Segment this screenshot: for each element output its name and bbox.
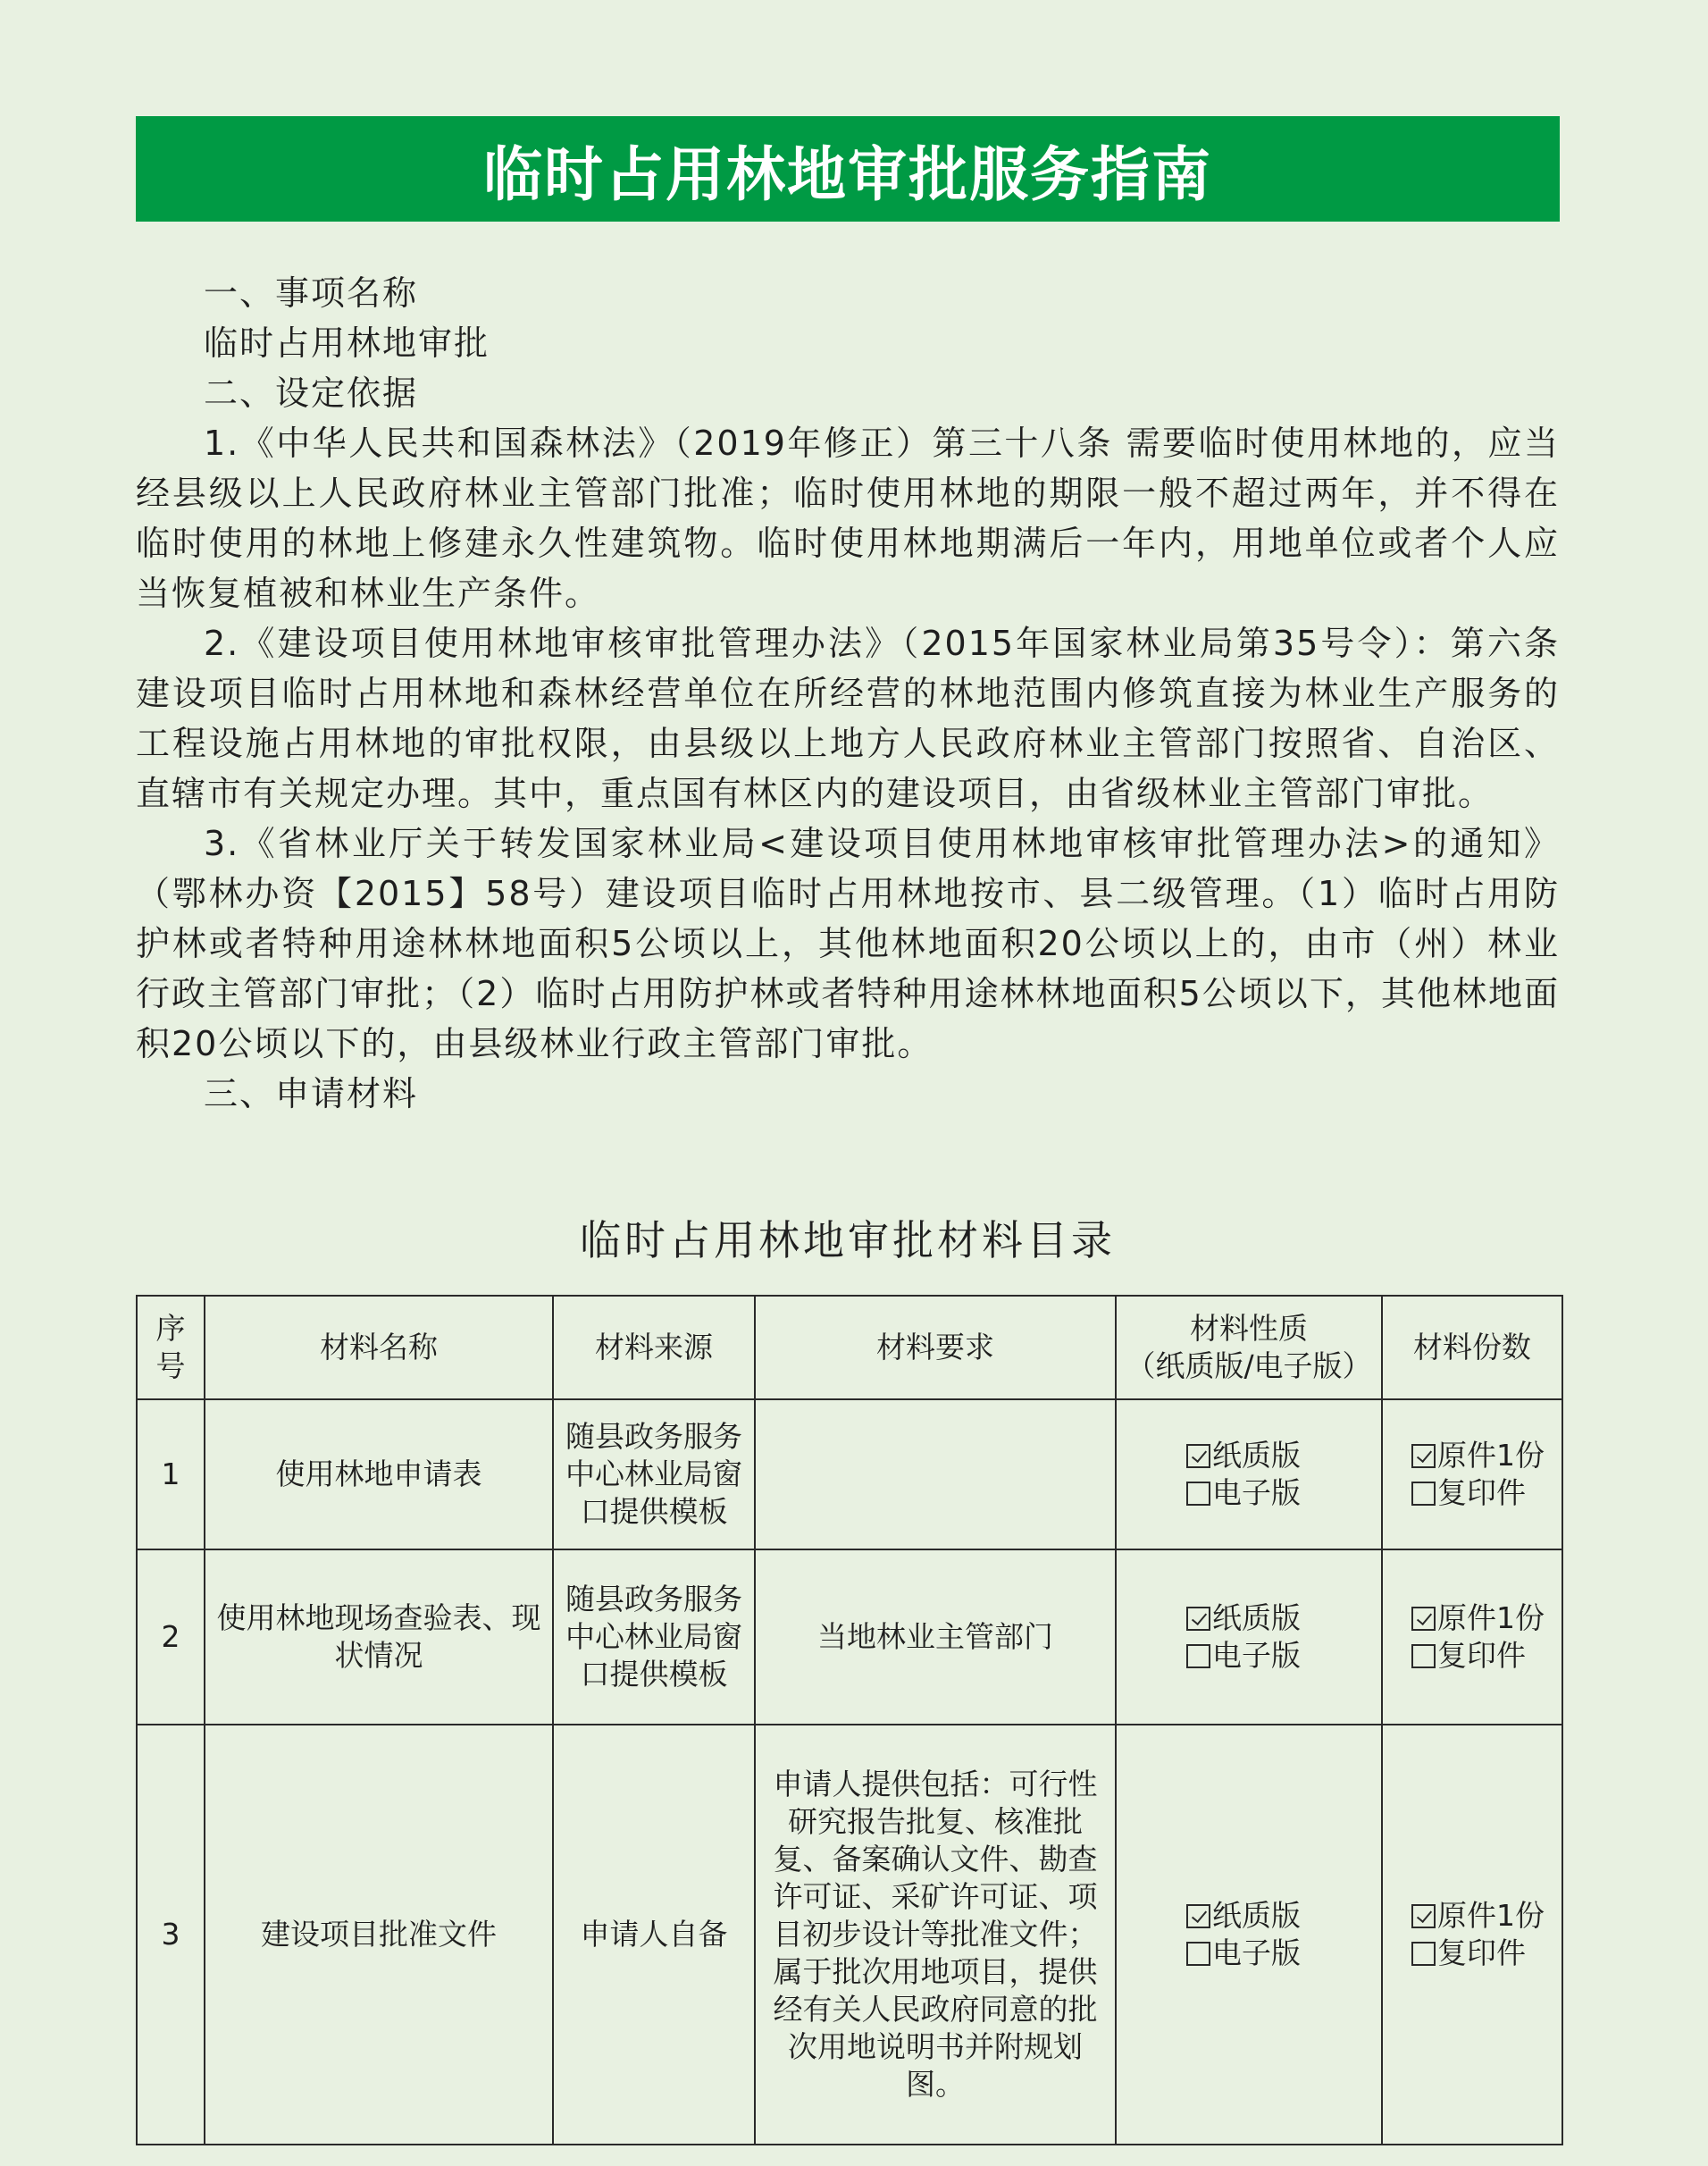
row-seq: 1 <box>137 1399 205 1549</box>
row-material-name: 使用林地现场查验表、现状情况 <box>205 1549 553 1725</box>
guide-body <box>136 268 1560 1119</box>
row-copies <box>1382 1549 1562 1725</box>
materials-table-title: 临时占用林地审批材料目录 <box>580 1216 1116 1264</box>
header-seq <box>137 1296 205 1399</box>
checkbox-checked-icon <box>1411 1904 1436 1928</box>
section-heading-item-name: 一、事项名称 <box>204 273 419 313</box>
checkbox-empty-icon <box>1186 1482 1210 1506</box>
header-source: 材料来源 <box>553 1296 755 1399</box>
row-copies <box>1382 1399 1562 1549</box>
electronic-label: 电子版 <box>1212 1638 1301 1673</box>
row-nature <box>1116 1399 1382 1549</box>
paper-label: 纸质版 <box>1212 1898 1301 1933</box>
title-banner <box>136 116 1560 222</box>
electronic-label: 电子版 <box>1212 1935 1301 1970</box>
row-seq: 3 <box>137 1725 205 2145</box>
legal-basis-3: 3.《省林业厅关于转发国家林业局<建设项目使用林地审核审批管理办法>的通知》（鄂林办资【2015】58号）建设项目临时占用林地按市、县二级管理。（1）临时占用防护林或者特种用途林林地面积5公顷以上，其他林地面积20公顷以上的，由市（州）林业行政主管部门审批；（2）临时占用防护林或者特种用途林林地面积5公顷以下，其他林地面积20公顷以下的，由县级林业行政主管部门审批。 <box>136 824 1560 1063</box>
electronic-label: 电子版 <box>1212 1475 1301 1510</box>
checkbox-checked-icon <box>1186 1444 1210 1468</box>
row-source: 随县政务服务中心林业局窗口提供模板 <box>553 1399 755 1549</box>
row-requirement: 当地林业主管部门 <box>755 1549 1116 1725</box>
original-option <box>1411 1437 1556 1474</box>
header-nature <box>1116 1296 1382 1399</box>
copy-label: 复印件 <box>1437 1475 1526 1510</box>
checkbox-checked-icon <box>1186 1607 1210 1631</box>
electronic-option <box>1186 1637 1376 1675</box>
checkbox-empty-icon <box>1186 1942 1210 1966</box>
header-name: 材料名称 <box>205 1296 553 1399</box>
paper-option <box>1186 1437 1376 1474</box>
checkbox-checked-icon <box>1411 1444 1436 1468</box>
header-nature-line2: （纸质版/电子版） <box>1126 1348 1372 1383</box>
row-seq: 2 <box>137 1549 205 1725</box>
original-option <box>1411 1897 1556 1935</box>
checkbox-empty-icon <box>1411 1644 1436 1668</box>
header-nature-line1: 材料性质 <box>1190 1311 1308 1346</box>
checkbox-checked-icon <box>1411 1607 1436 1631</box>
table-row <box>137 1399 1562 1549</box>
paper-option <box>1186 1897 1376 1935</box>
checkbox-empty-icon <box>1411 1942 1436 1966</box>
electronic-option <box>1186 1474 1376 1512</box>
header-seq-label: 序号 <box>155 1311 186 1383</box>
row-requirement <box>755 1399 1116 1549</box>
row-source: 申请人自备 <box>553 1725 755 2145</box>
table-header-row <box>137 1296 1562 1399</box>
checkbox-empty-icon <box>1411 1482 1436 1506</box>
row-copies <box>1382 1725 1562 2145</box>
copy-option <box>1411 1474 1556 1512</box>
checkbox-empty-icon <box>1186 1644 1210 1668</box>
header-requirement: 材料要求 <box>755 1296 1116 1399</box>
legal-basis-2: 2.《建设项目使用林地审核审批管理办法》（2015年国家林业局第35号令）：第六条 建设项目临时占用林地和森林经营单位在所经营的林地范围内修筑直接为林业生产服务的工程设施占用林地的审批权限，由县级以上地方人民政府林业主管部门按照省、自治区、直辖市有关规定办理。其中，重点国有林区内的建设项目，由省级林业主管部门审批。 <box>136 624 1560 813</box>
section-heading-legal-basis: 二、设定依据 <box>204 374 419 413</box>
original-label: 原件1份 <box>1437 1898 1545 1933</box>
row-nature <box>1116 1549 1382 1725</box>
item-name-text: 临时占用林地审批 <box>204 323 490 363</box>
row-material-name: 建设项目批准文件 <box>205 1725 553 2145</box>
section-heading-materials: 三、申请材料 <box>204 1074 419 1113</box>
paper-label: 纸质版 <box>1212 1600 1301 1635</box>
copy-label: 复印件 <box>1437 1638 1526 1673</box>
copy-label: 复印件 <box>1437 1935 1526 1970</box>
checkbox-checked-icon <box>1186 1904 1210 1928</box>
header-copies: 材料份数 <box>1382 1296 1562 1399</box>
copy-option <box>1411 1637 1556 1675</box>
table-row <box>137 1725 1562 2145</box>
original-label: 原件1份 <box>1437 1600 1545 1635</box>
paper-label: 纸质版 <box>1212 1438 1301 1473</box>
legal-basis-1: 1.《中华人民共和国森林法》（2019年修正）第三十八条 需要临时使用林地的，应当经县级以上人民政府林业主管部门批准；临时使用林地的期限一般不超过两年，并不得在临时使用的林地上修建永久性建筑物。临时使用林地期满后一年内，用地单位或者个人应当恢复植被和林业生产条件。 <box>136 424 1560 613</box>
row-nature <box>1116 1725 1382 2145</box>
row-source: 随县政务服务中心林业局窗口提供模板 <box>553 1549 755 1725</box>
copy-option <box>1411 1935 1556 1972</box>
table-row <box>137 1549 1562 1725</box>
page-title: 临时占用林地审批服务指南 <box>483 139 1212 209</box>
original-option <box>1411 1599 1556 1637</box>
row-requirement: 申请人提供包括：可行性研究报告批复、核准批复、备案确认文件、勘查许可证、采矿许可证、项目初步设计等批准文件；属于批次用地项目，提供经有关人民政府同意的批次用地说明书并附规划图。 <box>755 1725 1116 2145</box>
electronic-option <box>1186 1935 1376 1972</box>
materials-table <box>136 1295 1563 2145</box>
paper-option <box>1186 1599 1376 1637</box>
row-material-name: 使用林地申请表 <box>205 1399 553 1549</box>
original-label: 原件1份 <box>1437 1438 1545 1473</box>
